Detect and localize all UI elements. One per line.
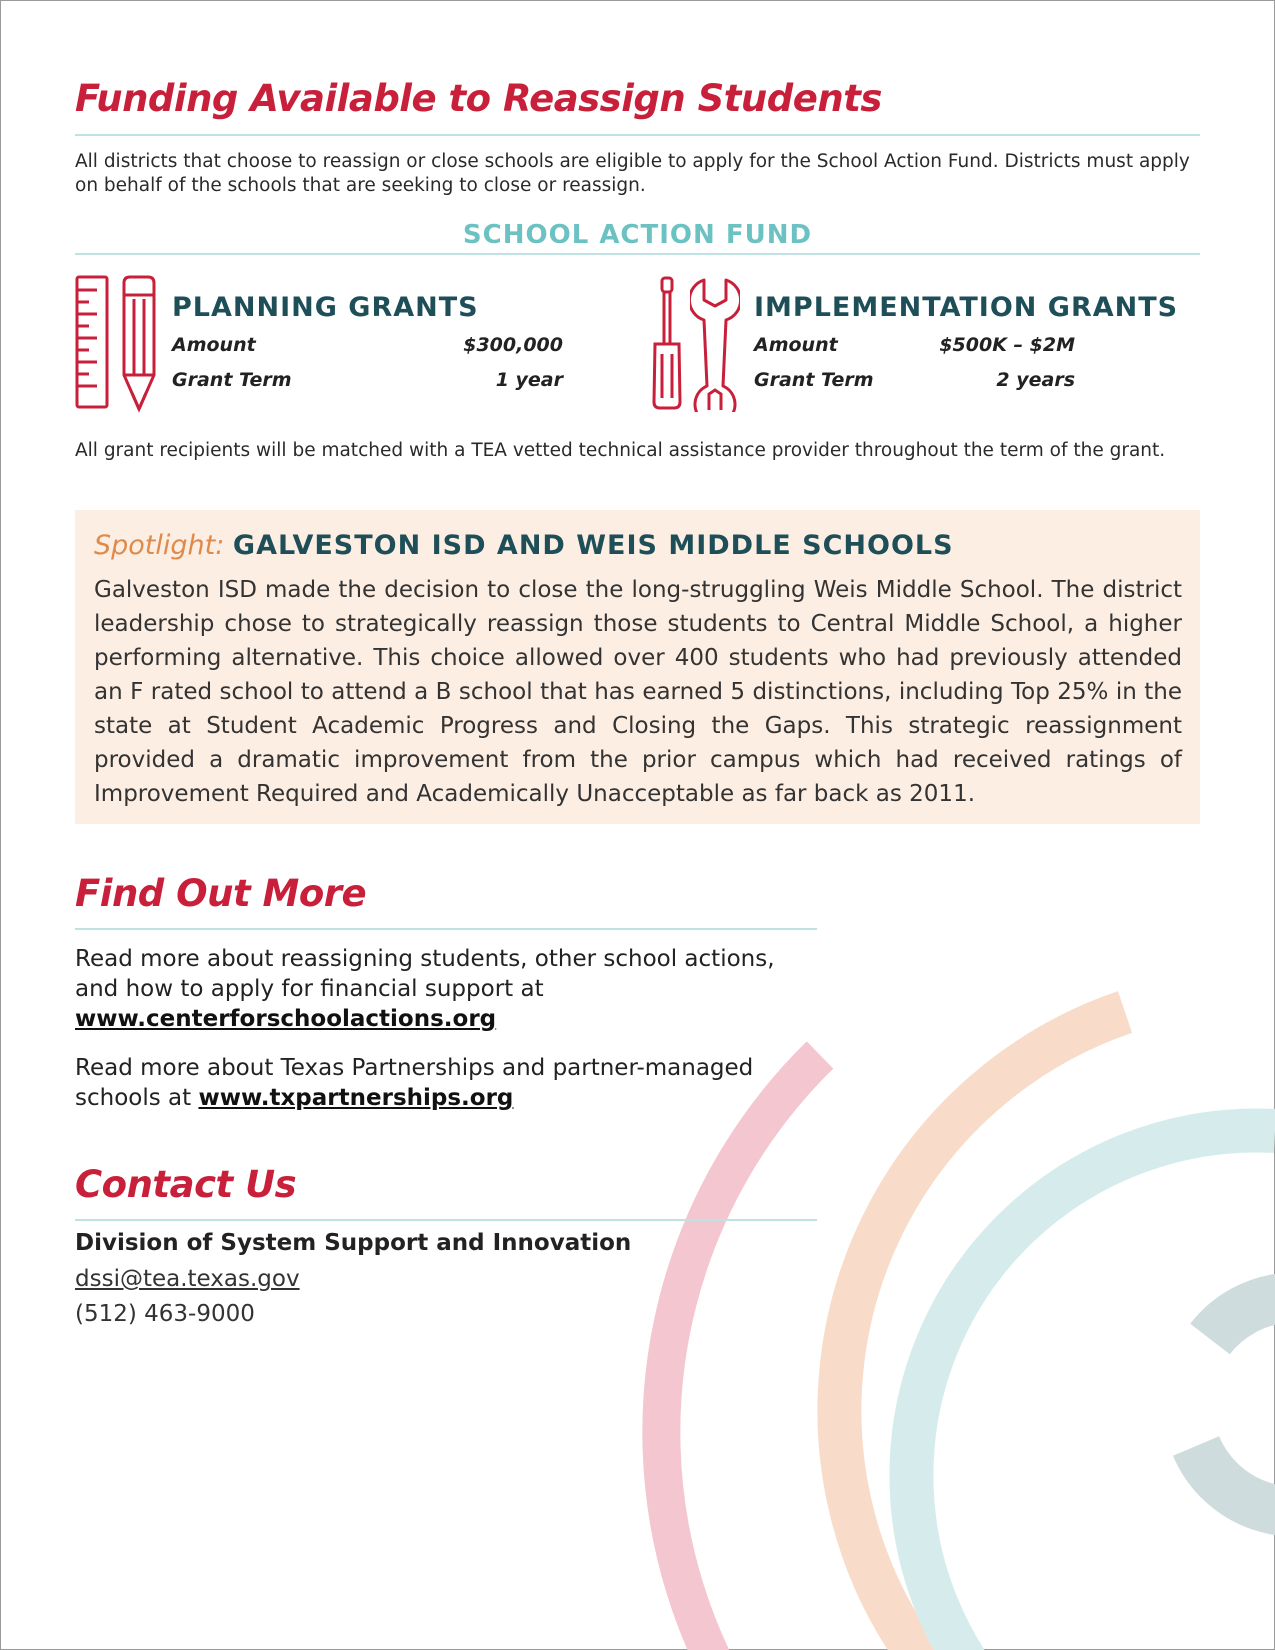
school-action-fund-heading: SCHOOL ACTION FUND <box>462 220 813 250</box>
arc-teal <box>911 1131 1275 1650</box>
spotlight-title: GALVESTON ISD AND WEIS MIDDLE SCHOOLS <box>232 530 954 561</box>
txpartnerships-link[interactable]: www.txpartnerships.org <box>198 1085 514 1111</box>
funding-rule <box>75 134 1200 136</box>
contact-us-rule <box>75 1219 817 1221</box>
fund-rule <box>75 253 1200 255</box>
contact-us-title: Contact Us <box>75 1163 297 1206</box>
find-out-more-rule <box>75 928 817 930</box>
find-out-more-title: Find Out More <box>75 872 367 915</box>
funding-intro: All districts that choose to reassign or close schools are eligible to apply for the School Action Fund. Districts must apply on behalf of the schools that are seeking to close or reassign. <box>75 151 1190 196</box>
planning-grants-title: PLANNING GRANTS <box>172 292 479 323</box>
funding-title: Funding Available to Reassign Students <box>75 77 882 120</box>
implementation-amount-value: $500K – $2M <box>939 334 1075 356</box>
spotlight-body: Galveston ISD made the decision to close the long-struggling Weis Middle School. The district leadership chose to strategically reassign those students to Central Middle School, a higher performing alternative. This choice allowed over 400 students who had previously attended an F rated school to attend a B school that has earned 5 distinctions, including Top 25% in the state at Student Academic Progress and Closing the Gaps. This strategic reassignment provided a dramatic improvement from the prior campus which had received ratings of Improvement Required and Academically Unacceptable as far back as 2011. <box>94 577 1182 807</box>
spotlight-heading <box>94 530 954 561</box>
implementation-term-value: 2 years <box>996 369 1075 391</box>
implementation-term-label: Grant Term <box>754 369 874 391</box>
grant-note: All grant recipients will be matched with a TEA vetted technical assistance provider throughout the term of the grant. <box>75 440 1166 461</box>
find-out-more-text-1: Read more about reassigning students, other school actions, and how to apply for financial support at <box>75 946 775 1002</box>
screwdriver-icon <box>650 276 684 412</box>
find-out-more-paragraph-1 <box>75 944 817 1034</box>
spotlight-label: Spotlight: <box>94 530 225 561</box>
planning-amount-value: $300,000 <box>463 334 563 356</box>
planning-grants <box>75 270 635 410</box>
contact-organization: Division of System Support and Innovation <box>75 1230 632 1256</box>
contact-phone: (512) 463-9000 <box>75 1301 255 1327</box>
planning-term-label: Grant Term <box>172 369 292 391</box>
centerforschoolactions-link[interactable]: www.centerforschoolactions.org <box>75 1006 497 1032</box>
implementation-grants <box>650 270 1200 410</box>
find-out-more-paragraph-2 <box>75 1053 817 1113</box>
pencil-icon <box>121 275 157 413</box>
ruler-icon <box>75 275 111 413</box>
planning-amount-label: Amount <box>172 334 256 356</box>
find-out-more-text-2: Read more about Texas Partnerships and partner-managed schools at <box>75 1055 754 1111</box>
spotlight-box <box>75 510 1200 824</box>
implementation-amount-label: Amount <box>754 334 838 356</box>
contact-email-link[interactable]: dssi@tea.texas.gov <box>75 1266 300 1292</box>
arc-gray <box>1196 1297 1275 1511</box>
planning-term-value: 1 year <box>495 369 563 391</box>
wrench-icon <box>690 276 740 412</box>
implementation-grants-title: IMPLEMENTATION GRANTS <box>754 292 1179 323</box>
